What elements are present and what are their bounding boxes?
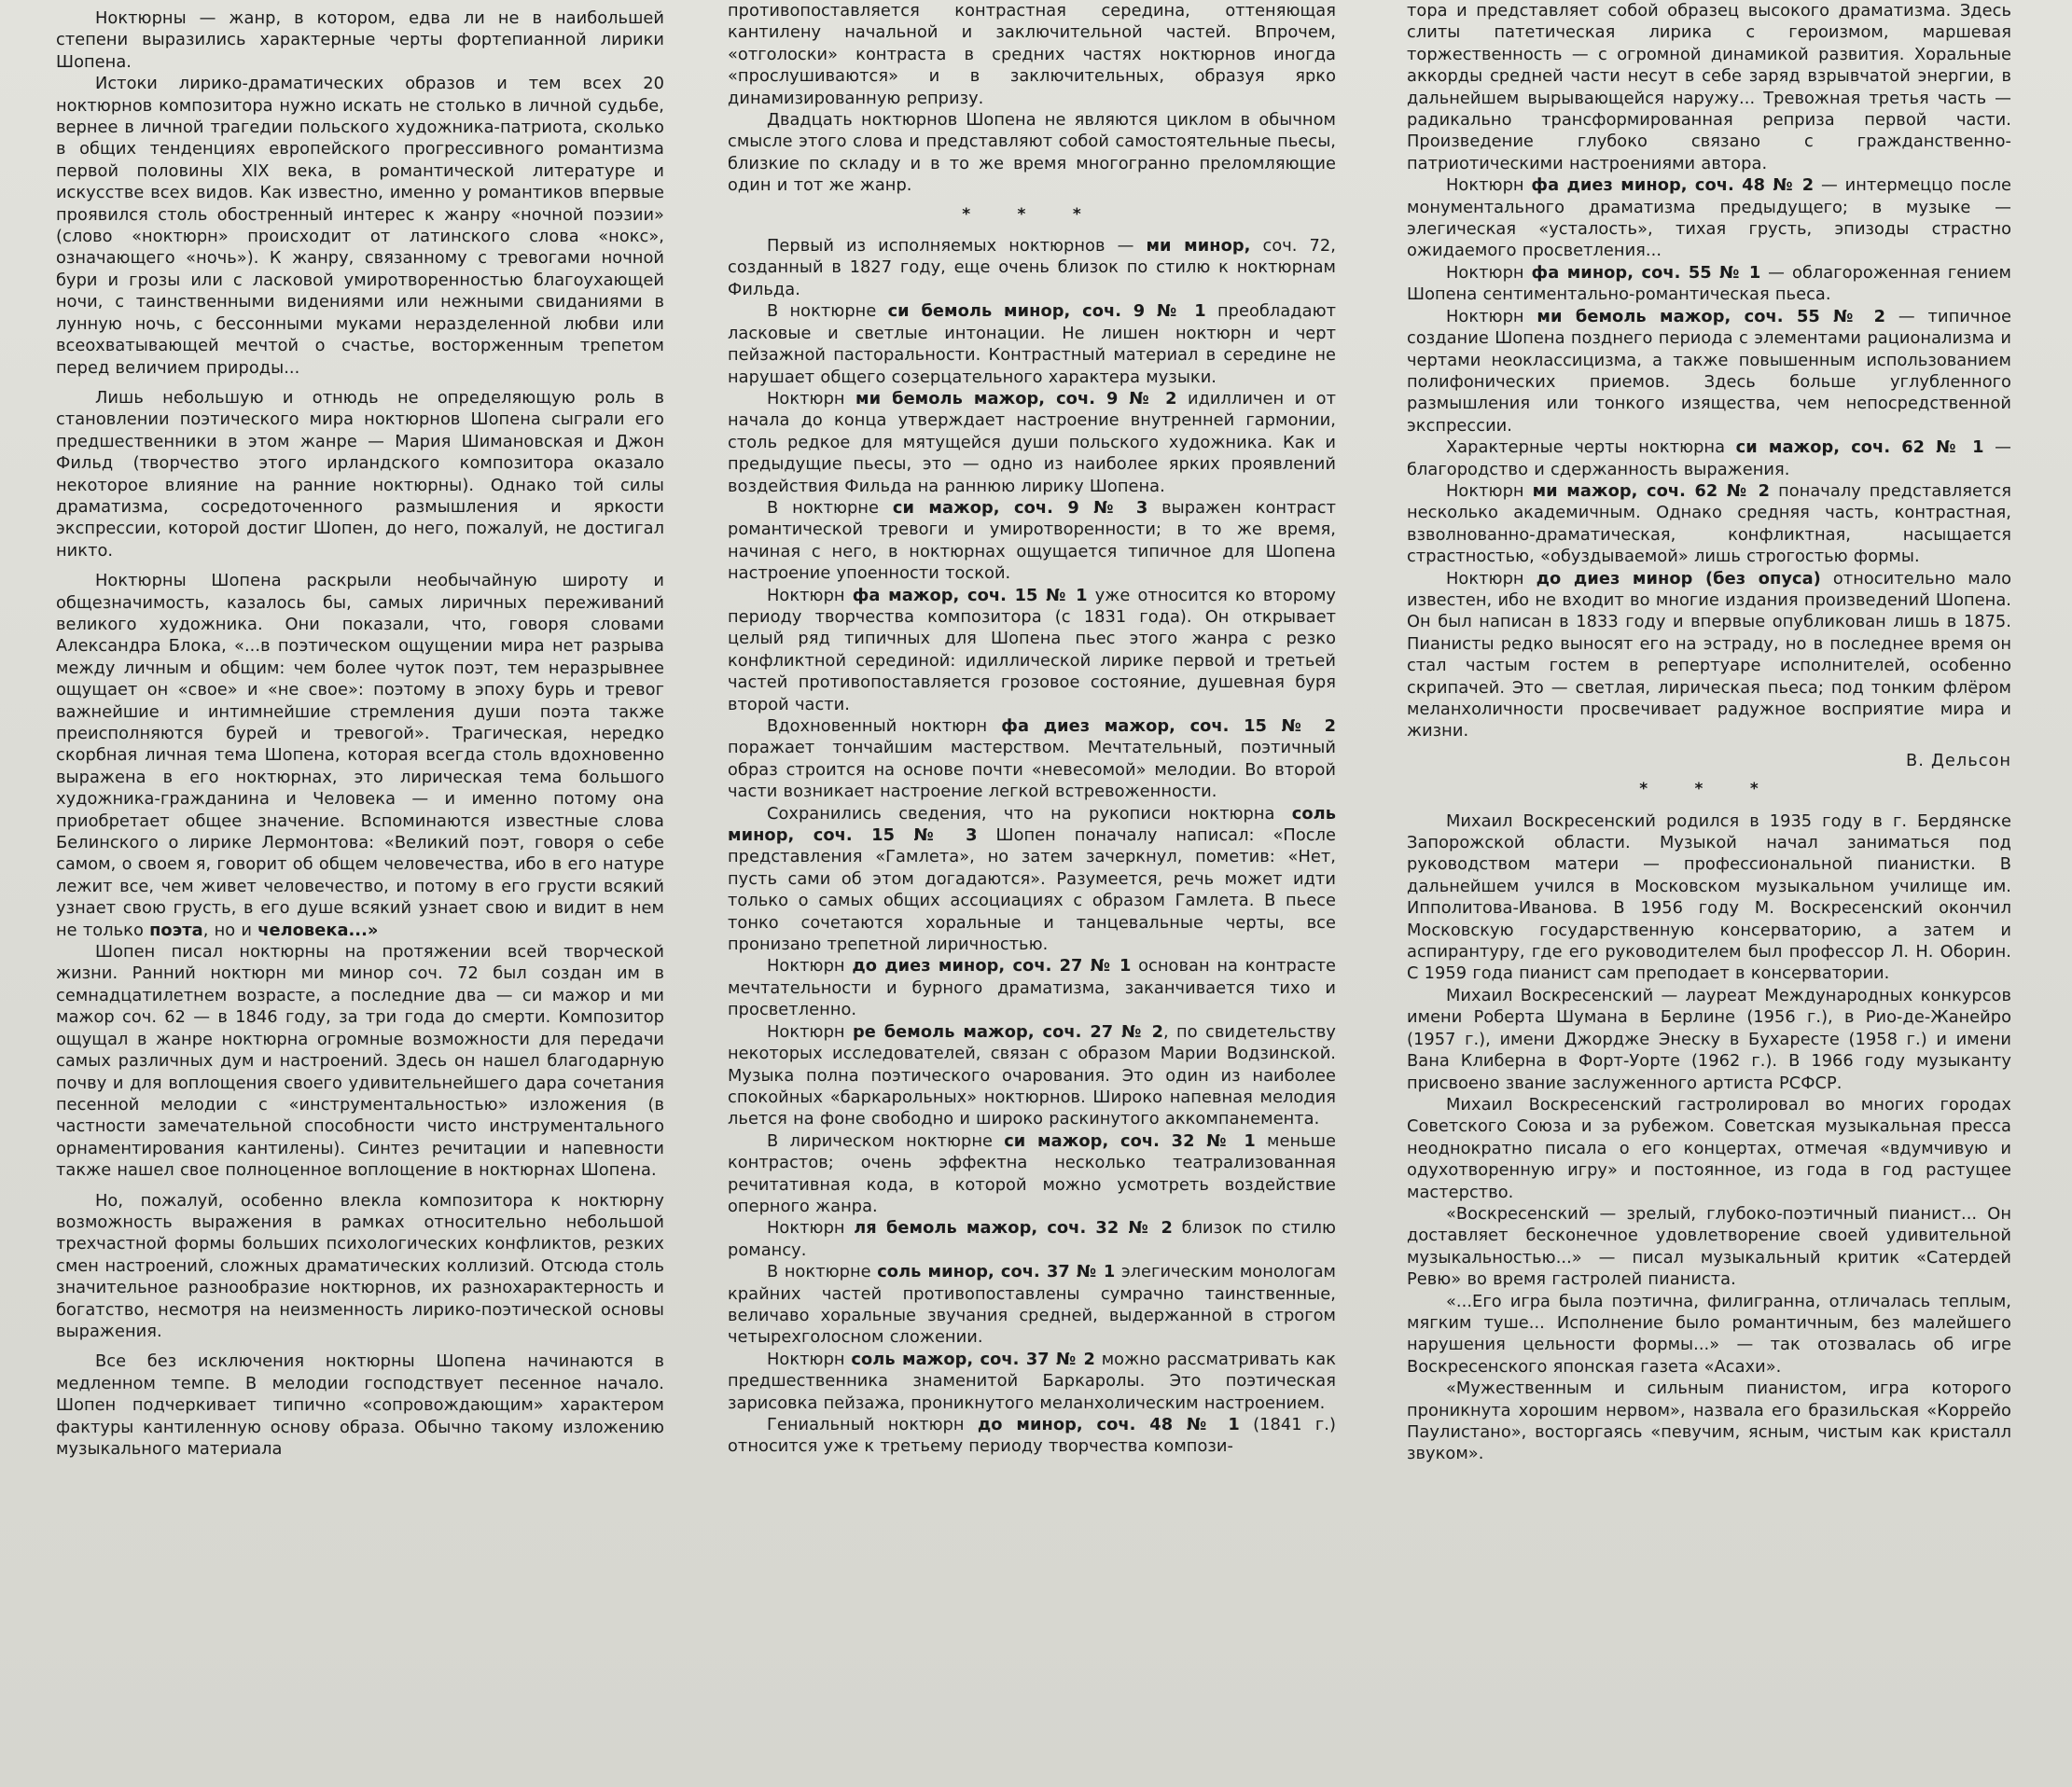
paragraph-text: Ноктюрн [767, 956, 853, 977]
paragraph-text: Михаил Воскресенский родился в 1935 году в г. Бердянске Запорожской области. Музыкой начал заниматься под руководством матери — профессиональной пианистки. В дальнейшем учился в Московском музыкальном училище им. Ипполитова-Иванова. В 1956 году М. Воскресенский окончил Московскую государственную консерваторию, а затем и аспирантуру, где его руководителем был профессор Л. Н. Оборин. С 1959 года пианист сам преподает в консерватории. [1407, 810, 2011, 984]
bold-title: си мажор, соч. 32 № 1 [1004, 1130, 1256, 1151]
bold-title: си бемоль минор, соч. 9 № 1 [887, 301, 1206, 322]
paragraph-text: Шопен писал ноктюрны на протяжении всей творческой жизни. Ранний ноктюрн ми минор соч. 72 был создан им в семнадцатилетнем возрасте, а последние два — си мажор и ми мажор соч. 62 — в 1846 году, за три года до смерти. Композитор ощущал в жанре ноктюрна огромные возможности для передачи самых различных дум и настроений. Здесь он нашел благодарную почву и для воплощения своего удивительнейшего дара сочетания песенной мелодии с «инструментальностью» изложения (в частности замечательной способности чисто инструментального орнаментирования кантилены). Синтез речитации и напевности также нашел свое полноценное воплощение в ноктюрнах Шопена. [56, 942, 664, 1181]
paragraph-text: Ноктюрн [1446, 262, 1532, 283]
paragraph-text: Ноктюрны Шопена раскрыли необычайную широту и общезначимость, казалось бы, самых лиричных переживаний великого художника. Они показали, что, говоря словами Александра Блока, «...в поэтическом ощущении мира нет разрыва между личным и общим: чем более чуток поэт, тем неразрывнее ощущает он «свое» и «не свое»: поэтому в эпоху бурь и тревог важнейшие и интимнейшие стремления души поэта также преисполняются бурей и тревогой». Трагическая, нередко скорбная личная тема Шопена, которая всегда столь вдохновенно выражена в его ноктюрнах, это лирическая тема большого художника-гражданина и Человека — и именно потому она приобретает общее значение. Вспоминаются известные слова Белинского о лирике Лермонтова: «Великий поэт, говоря о себе самом, о своем я, говорит об общем человечества, ибо в его натуре лежит все, чем живет человечество, и потому в его грусти всякий узнает свою грусть, в его душе всякий узнает свою и видит в нем не только [56, 571, 664, 940]
paragraph [728, 1130, 1336, 1218]
paragraph [1407, 480, 2011, 568]
paragraph-text: относительно мало известен, ибо не входит во многие издания произведений Шопена. Он был написан в 1833 году и впервые опубликован лишь в 1875. Пианисты редко выносят его на эстраду, но в последнее время он стал частым гостем в репертуаре исполнителей, особенно скрипачей. Это — светлая, лирическая пьеса; под тонким флёром меланхоличности просвечивает радужное восприятие мира и жизни. [1407, 568, 2011, 741]
paragraph [728, 955, 1336, 1020]
paragraph-text: Ноктюрн [1446, 175, 1532, 196]
paragraph-text: Ноктюрн [767, 585, 853, 605]
bold-title: ми бемоль мажор, соч. 9 № 2 [855, 388, 1177, 409]
paragraph-text: — благородство и сдержанность выражения. [1407, 437, 2011, 479]
paragraph [1407, 262, 2011, 306]
paragraph-text: Ноктюрны — жанр, в котором, едва ли не в наибольшей степени выразились характерные черты фортепианной лирики Шопена. [56, 8, 664, 72]
paragraph [56, 73, 664, 379]
column-left [56, 7, 664, 1460]
paragraph [1407, 985, 2011, 1094]
paragraph-text: Ноктюрн [767, 1218, 855, 1239]
paragraph [56, 941, 664, 1181]
paragraph-text: «Воскресенский — зрелый, глубоко-поэтичный пианист... Он доставляет бесконечное удовлетворение своей удивительной музыкальностью...» — писал музыкальный критик «Сатердей Ревю» во время гастролей пианиста. [1407, 1203, 2011, 1290]
paragraph-text: «...Его игра была поэтична, филигранна, отличалась теплым, мягким туше... Исполнение было романтичным, без малейшего нарушения цельности формы...» — так отозвалась об игре Воскресенского японская газета «Асахи». [1407, 1291, 2011, 1377]
paragraph-text: Ноктюрн [767, 1349, 852, 1369]
paragraph-text: Ноктюрн [1446, 306, 1537, 326]
bold-title: фа диез минор, соч. 48 № 2 [1531, 175, 1815, 196]
paragraph [728, 585, 1336, 715]
paragraph-text: Ноктюрн [1446, 480, 1533, 501]
bold-title: ре бемоль мажор, соч. 27 № 2 [852, 1021, 1163, 1042]
paragraph-text: Ноктюрн [767, 388, 856, 409]
paragraph-text: поначалу представляется несколько академичным. Однако средняя часть, контрастная, взволнованно-драматическая, конфликтная, насыщается страстностью, «обуздываемой» лишь строгостью формы. [1407, 480, 2011, 567]
bold-title: поэта [149, 920, 203, 940]
paragraph-text: Михаил Воскресенский гастролировал во многих городах Советского Союза и за рубежом. Советская музыкальная пресса неоднократно писала о его концертах, отмечая «вдумчивую и одухотворенную игру» и постоянное, из года в год растущее мастерство. [1407, 1094, 2011, 1202]
bold-title: человека...» [257, 920, 379, 940]
column-right [1407, 0, 2011, 1465]
paragraph [728, 109, 1336, 197]
bold-title: соль минор, соч. 15 № 3 [728, 803, 1336, 846]
paragraph-text: преобладают ласковые и светлые интонации. Не лишен ноктюрн и черт пейзажной пасторальности. Контрастный материал в середине не нарушает общего созерцательного характера музыки. [728, 301, 1336, 387]
paragraph [1407, 0, 2011, 174]
paragraph [728, 715, 1336, 803]
bold-title: си мажор, соч. 62 № 1 [1735, 437, 1984, 458]
bold-title: си мажор, соч. 9 № 3 [892, 497, 1148, 518]
paragraph-text: Лишь небольшую и отнюдь не определяющую роль в становлении поэтического мира ноктюрнов Шопена сыграли его предшественники в этом жанре — Мария Шимановская и Джон Фильд (творчество этого ирландского композитора оказало некоторое влияние на ранние ноктюрны). Однако той силы драматизма, сосредоточенного размышления и яркости экспрессии, которой достиг Шопен, до него, пожалуй, не достигал никто. [56, 387, 664, 561]
paragraph-text: поражает тончайшим мастерством. Мечтательный, поэтичный образ строится на основе почти «невесомой» мелодии. Во второй части возникает настроение легкой встревоженности. [728, 738, 1336, 802]
paragraph-text: В ноктюрне [767, 301, 888, 322]
paragraph [1407, 568, 2011, 742]
paragraph-text: можно рассматривать как предшественника знаменитой Баркаролы. Это поэтическая зарисовка пейзажа, проникнутого меланхолическим настроением. [728, 1349, 1337, 1413]
bold-title: ми минор, [1146, 236, 1251, 256]
paragraph-text: близок по стилю романсу. [728, 1218, 1336, 1260]
paragraph-text: — типичное создание Шопена позднего периода с элементами рационализма и чертами неоклассицизма, а также повышенным использованием полифонических приемов. Здесь больше углубленного размышления или тонкого изящества, чем непосредственной экспрессии. [1407, 306, 2011, 436]
paragraph [1407, 1203, 2011, 1291]
paragraph-text: выражен контраст романтической тревоги и умиротворенности; в то же время, начиная с него, в ноктюрнах ощущается типичное для Шопена настроение упоенности тоской. [728, 497, 1336, 584]
paragraph [1407, 1291, 2011, 1378]
paragraph-text: В лирическом ноктюрне [767, 1130, 1005, 1151]
paragraph [728, 1414, 1336, 1458]
paragraph-text: Истоки лирико-драматических образов и тем всех 20 ноктюрнов композитора нужно искать не столько в личной судьбе, вернее в личной трагедии польского художника-патриота, сколько в общих тенденциях европейского прогрессивного романтизма первой половины XIX века, в романтической литературе и искусстве всех видов. Как известно, именно у романтиков впервые проявился столь обостренный интерес к жанру «ночной поэзии» (слово «ноктюрн» происходит от латинского слова «нокс», означающего «ночь»). К жанру, связанному с тревогами ночной бури и грозы или с ласковой умиротворенностью благоухающей ночи, с таинственными видениями или нежными свиданиями в лунную ночь, с бессонными муками неразделенной любви или всеохватывающей мечтой о счастье, восторженным трепетом перед величием природы... [56, 74, 664, 378]
paragraph [1407, 810, 2011, 985]
paragraph [728, 300, 1336, 388]
bold-title: до диез минор (без опуса) [1536, 568, 1821, 589]
paragraph-text: соч. 72, созданный в 1827 году, еще очень близок по стилю к ноктюрнам Фильда. [728, 236, 1336, 299]
bold-title: ми мажор, соч. 62 № 2 [1532, 480, 1771, 501]
paragraph [728, 497, 1336, 585]
paragraph [56, 1351, 664, 1460]
paragraph [728, 1021, 1336, 1130]
paragraph-text: элегическим монологам крайних частей противопоставлены сумрачно таинственные, величаво хоральные звучания средней, выдержанной в строгом четырехголосном сложении. [728, 1262, 1336, 1348]
bold-title: ля бемоль мажор, соч. 32 № 2 [854, 1218, 1173, 1239]
paragraph-text: Все без исключения ноктюрны Шопена начинаются в медленном темпе. В мелодии господствует песенное начало. Шопен подчеркивает типично «сопровождающим» характером фактуры кантиленную основу образа. Обычно такому изложению музыкального материала [56, 1351, 664, 1459]
paragraph-text: Характерные черты ноктюрна [1446, 437, 1736, 458]
paragraph [1407, 174, 2011, 262]
paragraph [728, 1261, 1336, 1349]
author-signature: В. Дельсон [1906, 750, 2011, 770]
section-separator: * * * [962, 204, 1102, 224]
bold-title: соль минор, соч. 37 № 1 [877, 1262, 1116, 1282]
paragraph-text: меньше контрастов; очень эффектна несколько театрализованная речитативная кода, в которой можно усмотреть воздействие оперного жанра. [728, 1130, 1336, 1216]
paragraph [56, 387, 664, 561]
paragraph-text: Михаил Воскресенский — лауреат Международных конкурсов имени Роберта Шумана в Берлине (1956 г.), в Рио-де-Жанейро (1957 г.), имени Джордже Энеску в Бухаресте (1958 г.) и имени Вана Клиберна в Форт-Уорте (1962 г.). В 1966 году музыканту присвоено звание заслуженного артиста РСФСР. [1407, 985, 2011, 1093]
bold-title: фа минор, соч. 55 № 1 [1531, 262, 1761, 283]
paragraph-text: противопоставляется контрастная середина, оттеняющая кантилену начальной и заключительной частей. Впрочем, «отголоски» контраста в средних частях ноктюрнов иногда «прослушиваются» и в заключительных, образуя ярко динамизированную репризу. [728, 1, 1336, 108]
bold-title: ми бемоль мажор, соч. 55 № 2 [1537, 306, 1886, 326]
column-middle [728, 0, 1336, 1458]
paragraph-text: В ноктюрне [767, 1262, 878, 1282]
paragraph [728, 1349, 1336, 1414]
bold-title: фа мажор, соч. 15 № 1 [852, 585, 1088, 605]
paragraph-text: Первый из исполняемых ноктюрнов — [767, 236, 1147, 256]
paragraph-text: Ноктюрн [767, 1021, 853, 1042]
paragraph [728, 803, 1336, 956]
paragraph [1407, 436, 2011, 480]
paragraph-text: , по свидетельству некоторых исследователей, связан с образом Марии Водзинской. Музыка полна поэтического очарования. Это один из наиболее спокойных «баркарольных» ноктюрнов. Широко напевная мелодия льется на фоне свободно и широко раскинутого аккомпанемента. [728, 1021, 1336, 1129]
paragraph [728, 388, 1336, 497]
bold-title: до минор, соч. 48 № 1 [977, 1415, 1240, 1434]
bold-title: соль мажор, соч. 37 № 2 [851, 1349, 1095, 1369]
paragraph-text: основан на контрасте мечтательности и бурного драматизма, заканчивается тихо и просветленно. [728, 956, 1336, 1020]
paragraph [728, 235, 1336, 300]
paragraph-text: — интермеццо после монументального драматизма предыдущего; в музыке — элегическая «усталость», тихая грусть, эпизоды страстно ожидаемого просветления... [1407, 175, 2012, 261]
paragraph [56, 570, 664, 941]
paragraph [1407, 1378, 2011, 1465]
paragraph-text: — облагороженная гением Шопена сентиментально-романтическая пьеса. [1407, 262, 2011, 305]
paragraph-text: Сохранились сведения, что на рукописи ноктюрна [767, 803, 1292, 824]
paragraph-text: В ноктюрне [767, 497, 893, 518]
bold-title: до диез минор, соч. 27 № 1 [852, 956, 1132, 977]
paragraph [728, 1217, 1336, 1261]
paragraph-text: идилличен и от начала до конца утверждает настроение внутренней гармонии, столь редкое для мятущейся души польского художника. Как и предыдущие пьесы, это — одно из наиболее ярких проявлений воздействия Фильда на раннюю лирику Шопена. [728, 388, 1337, 496]
paragraph [56, 7, 664, 73]
paragraph-text: , но и [202, 920, 258, 940]
paragraph [1407, 306, 2011, 436]
paragraph-text: уже относится ко второму периоду творчества композитора (с 1831 года). Он открывает целый ряд типичных для Шопена пьес этого жанра с резко конфликтной серединой: идиллической лирике первой и третьей частей противопоставляется грозовое состояние, душевная буря второй части. [728, 585, 1336, 714]
paragraph-text: Но, пожалуй, особенно влекла композитора к ноктюрну возможность выражения в рамках относительно небольшой трехчастной формы больших психологических конфликтов, резких смен настроений, сложных драматических коллизий. Отсюда столь значительное разнообразие ноктюрнов, их разнохарактерность и богатство, несмотря на неизменность лирико-поэтической основы выражения. [56, 1190, 664, 1341]
paragraph-text: Ноктюрн [1446, 568, 1537, 589]
paragraph-text: Гениальный ноктюрн [767, 1415, 978, 1434]
section-separator: * * * [1639, 780, 1779, 799]
paragraph [56, 1190, 664, 1343]
paragraph [1407, 1094, 2011, 1203]
paragraph-text: (1841 г.) относится уже к третьему периоду творчества компози- [728, 1415, 1336, 1457]
paragraph-text: Шопен поначалу написал: «После представления «Гамлета», но затем зачеркнул, пометив: «Нет, пусть сами об этом догадаются». Разумеется, речь может идти только о самых общих ассоциациях с образом Гамлета. В пьесе тонко сочетаются хоральные и танцевальные черты, все пронизано трепетной лиричностью. [728, 825, 1337, 955]
paragraph-text: Двадцать ноктюрнов Шопена не являются циклом в обычном смысле этого слова и представляют собой самостоятельные пьесы, близкие по складу и в то же время многогранно преломляющие один и тот же жанр. [728, 110, 1336, 196]
paragraph-text: тора и представляет собой образец высокого драматизма. Здесь слиты патетическая лирика с героизмом, маршевая торжественность — с огромной динамикой развития. Хоральные аккорды средней части несут в себе заряд взрывчатой энергии, в дальнейшем вырывающейся наружу... Тревожная третья часть — радикально трансформированная реприза первой части. Произведение глубоко связано с гражданственно-патриотическими настроениями автора. [1407, 1, 2011, 173]
paragraph [728, 0, 1336, 109]
bold-title: фа диез мажор, соч. 15 № 2 [1001, 716, 1336, 736]
paragraph-text: Вдохновенный ноктюрн [767, 716, 1002, 736]
paragraph-text: «Мужественным и сильным пианистом, игра которого проникнута хорошим нервом», назвала его бразильская «Коррейо Паулистано», восторгаясь «певучим, ясным, чистым как кристалл звуком». [1407, 1378, 2011, 1464]
